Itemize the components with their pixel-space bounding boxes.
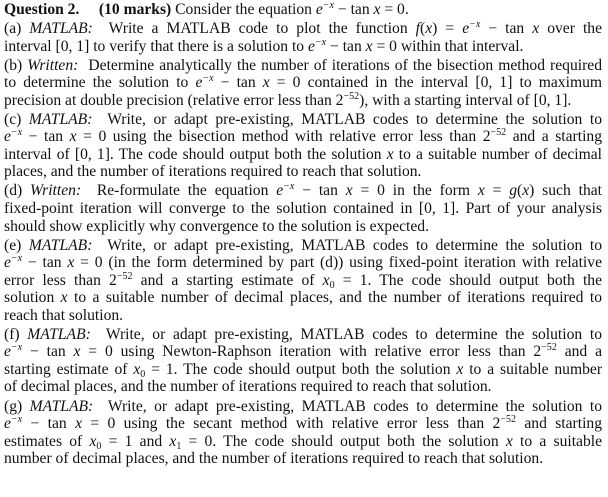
math-sub: 1: [176, 440, 182, 452]
math-exp: −x: [10, 127, 23, 139]
text: Write, or adapt pre-existing, MATLAB codes to determine the solution to: [107, 397, 603, 415]
text: Write, or adapt pre-existing, MATLAB codes to determine the solution to: [107, 110, 602, 128]
part-type: MATLAB:: [27, 325, 91, 343]
math-x: x: [505, 432, 513, 450]
math-e: e: [195, 74, 203, 92]
text: over the: [539, 20, 602, 38]
part-e: [4, 237, 602, 325]
text: Determine analytically the number of iterations of the bisection method required: [88, 56, 602, 74]
text: to a suitable number: [463, 360, 603, 378]
part-d: [4, 182, 602, 235]
text: = 0: [74, 254, 103, 272]
text: error less than 2: [4, 271, 117, 289]
text: ) =: [432, 20, 463, 38]
question-marks: (10 marks): [98, 1, 172, 18]
text: = 1. The code should output both the solution: [145, 360, 457, 378]
text: solution: [4, 289, 61, 307]
text: (: [517, 182, 523, 200]
text: interval [0, 1] to verify that there is a solution to: [4, 37, 309, 55]
math-exp: −52: [116, 270, 133, 282]
text: (in the form determined by part (d)) using fixed-point iteration with relative: [102, 254, 602, 272]
math-x: x: [425, 20, 433, 38]
text: − tan: [213, 74, 263, 92]
part-type: Written:: [30, 182, 82, 200]
math-x: x: [73, 343, 81, 361]
text: − tan: [294, 182, 346, 200]
math-x: x: [386, 145, 394, 163]
text: and starting: [515, 415, 603, 433]
math-e: e: [4, 415, 11, 433]
math-x: x: [133, 360, 141, 378]
part-label: (f): [4, 325, 20, 343]
part-label: (a): [4, 20, 22, 38]
text: should show explicitly why convergence to the solution is expected.: [4, 217, 429, 235]
math-f: f: [415, 20, 420, 38]
text: places, and the number of iterations required to reach that solution.: [4, 163, 422, 181]
text: Re-formulate the equation: [96, 182, 277, 200]
math-x: x: [532, 20, 540, 38]
text: − tan: [22, 415, 76, 433]
math-text: = 0: [380, 1, 405, 18]
text: of decimal places, and the number of iterations required to reach that solution.: [4, 378, 492, 396]
math-exp: −52: [343, 90, 360, 102]
text: − tan: [326, 37, 366, 55]
text: − tan: [22, 128, 70, 146]
math-x: x: [262, 74, 270, 92]
math-x: x: [322, 271, 330, 289]
text: to determine the solution to: [4, 74, 196, 92]
part-type: MATLAB:: [28, 236, 93, 254]
text: = 0: [352, 182, 385, 200]
math-exp: −52: [500, 414, 516, 426]
part-a: [4, 20, 602, 55]
math-sub: 0: [329, 279, 335, 291]
part-type: Written:: [27, 56, 79, 74]
math-sub: 0: [96, 440, 102, 452]
math-exp: −x: [322, 0, 334, 11]
math-exp: −x: [469, 19, 481, 31]
part-c: [4, 111, 602, 181]
math-e: e: [462, 20, 470, 38]
math-x: x: [345, 182, 353, 200]
text: Write, or adapt pre-existing, MATLAB codes to determine the solution to: [107, 236, 602, 254]
part-label: (g): [4, 397, 23, 415]
part-label: (e): [4, 236, 22, 254]
text: interval of [0, 1]. The code should output both the solution: [4, 145, 387, 163]
math-x: x: [60, 289, 68, 307]
math-x: x: [75, 415, 82, 433]
text: contained in the interval [0, 1] to maximum: [300, 74, 602, 92]
text: =: [484, 182, 510, 200]
text: = 0: [372, 37, 397, 55]
text: reach that solution.: [4, 306, 124, 324]
text: − tan: [22, 254, 68, 272]
question-header: Question 2. (10 marks) Consider the equation $e^{-x} - \tan x = 0$.: [4, 0, 409, 18]
text: ): [529, 182, 535, 200]
math-x: x: [89, 432, 97, 450]
text: fixed-point iteration will converge to the solution contained in [0, 1]. Part of your analysis: [4, 200, 602, 218]
math-x: x: [373, 1, 381, 18]
math-exp: −52: [541, 342, 557, 354]
question-title: Question 2.: [4, 1, 80, 18]
text: = 1. The code should output both the: [334, 271, 602, 289]
math-x: x: [67, 254, 75, 272]
part-type: MATLAB:: [28, 110, 93, 128]
math-e: e: [276, 182, 284, 200]
part-label: (c): [4, 110, 22, 128]
text: Write a MATLAB code to plot the function: [108, 20, 416, 38]
math-exp: −52: [490, 127, 507, 139]
text: in the form: [384, 182, 478, 200]
text: starting estimate of: [4, 360, 134, 378]
text: and a starting estimate of: [132, 271, 323, 289]
math-x: x: [169, 432, 177, 450]
part-f: [4, 326, 602, 396]
math-x: x: [69, 128, 77, 146]
part-b: [4, 57, 602, 110]
text: = 0: [269, 74, 301, 92]
math-e: e: [308, 37, 315, 55]
math-g: g: [509, 182, 518, 200]
text: number of decimal places, and the number of iterations required to reach that solution.: [4, 450, 544, 468]
math-exp: −x: [10, 414, 23, 426]
text: − tan: [22, 343, 74, 361]
part-g: [4, 398, 602, 468]
math-x: x: [365, 37, 373, 55]
text: = 0: [76, 128, 107, 146]
text: such that: [534, 182, 602, 200]
math-exp: −x: [202, 73, 214, 85]
text: precision at double precision (relative error less than 2: [4, 91, 344, 109]
math-e: e: [315, 1, 323, 18]
part-type: MATLAB:: [29, 397, 94, 415]
math-e: e: [4, 128, 11, 146]
text: within that interval.: [396, 37, 524, 55]
text: using the secant method with relative error less than 2: [115, 415, 501, 433]
text: = 1 and: [101, 432, 170, 450]
text: estimates of: [4, 432, 90, 450]
text: (: [420, 20, 426, 38]
math-x: x: [456, 360, 464, 378]
text: using the bisection method with relative error less than 2: [106, 128, 491, 146]
math-exp: −x: [283, 181, 295, 193]
text: and a starting: [506, 128, 603, 146]
part-type: MATLAB:: [29, 20, 93, 38]
math-exp: −x: [10, 342, 23, 354]
math-exp: −x: [314, 36, 327, 48]
math-x: x: [477, 182, 485, 200]
text: = 0. The code should output both the solution: [181, 432, 506, 450]
math-text: − tan: [333, 1, 374, 18]
text: = 0: [80, 343, 113, 361]
text: Write, or adapt pre-existing, MATLAB codes to determine the solution to: [105, 325, 602, 343]
math-x: x: [522, 182, 530, 200]
text: = 0: [81, 415, 116, 433]
math-exp: −x: [10, 253, 23, 265]
text: using Newton-Raphson iteration with relative error less than 2: [112, 343, 542, 361]
math-e: e: [4, 254, 11, 272]
intro-text: Consider the equation: [175, 1, 316, 18]
part-label: (b): [4, 56, 23, 74]
text: to a suitable number of decimal places, and the number of iterations required to: [67, 289, 602, 307]
math-e: e: [4, 343, 11, 361]
text: to a suitable number of decimal: [393, 145, 602, 163]
part-label: (d): [4, 182, 23, 200]
text: ), with a starting interval of [0, 1].: [359, 91, 572, 109]
text: to a suitable: [512, 432, 603, 450]
text: and a: [556, 343, 602, 361]
math-sub: 0: [140, 368, 146, 380]
text: − tan: [480, 20, 533, 38]
